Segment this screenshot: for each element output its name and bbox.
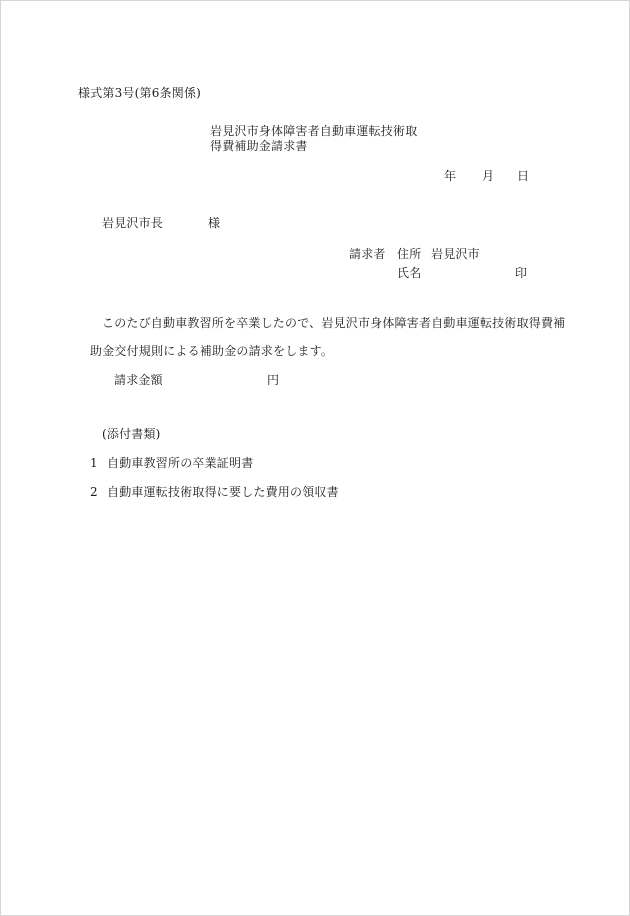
amount-label: 請求金額 [114, 373, 163, 387]
form-number: 様式第3号(第6条関係) [78, 86, 202, 100]
name-label: 氏名 [397, 266, 422, 280]
date-month-label: 月 [482, 169, 495, 183]
attachment-item-number: 1 [90, 456, 98, 470]
date-year-label: 年 [444, 169, 457, 183]
address-value: 岩見沢市 [431, 247, 480, 261]
date-day-label: 日 [517, 169, 530, 183]
addressee-name: 岩見沢市長 [102, 216, 164, 230]
address-label: 住所 [397, 247, 422, 261]
seal-mark: 印 [515, 266, 528, 280]
attachment-item-number: 2 [90, 485, 98, 499]
body-text-line-1: このたび自動車教習所を卒業したので、岩見沢市身体障害者自動車運転技術取得費補 [102, 316, 566, 330]
body-text-line-2: 助金交付規則による補助金の請求をします。 [90, 344, 334, 358]
claimant-label: 請求者 [349, 247, 386, 261]
attachments-heading: (添付書類) [102, 427, 161, 441]
amount-unit: 円 [267, 373, 280, 387]
attachment-item-text: 自動車教習所の卒業証明書 [107, 456, 254, 470]
document-title-line-1: 岩見沢市身体障害者自動車運転技術取 [210, 124, 418, 138]
document-title-line-2: 得費補助金請求書 [210, 139, 308, 153]
attachment-item-text: 自動車運転技術取得に要した費用の領収書 [107, 485, 339, 499]
addressee-honorific: 様 [208, 216, 221, 230]
